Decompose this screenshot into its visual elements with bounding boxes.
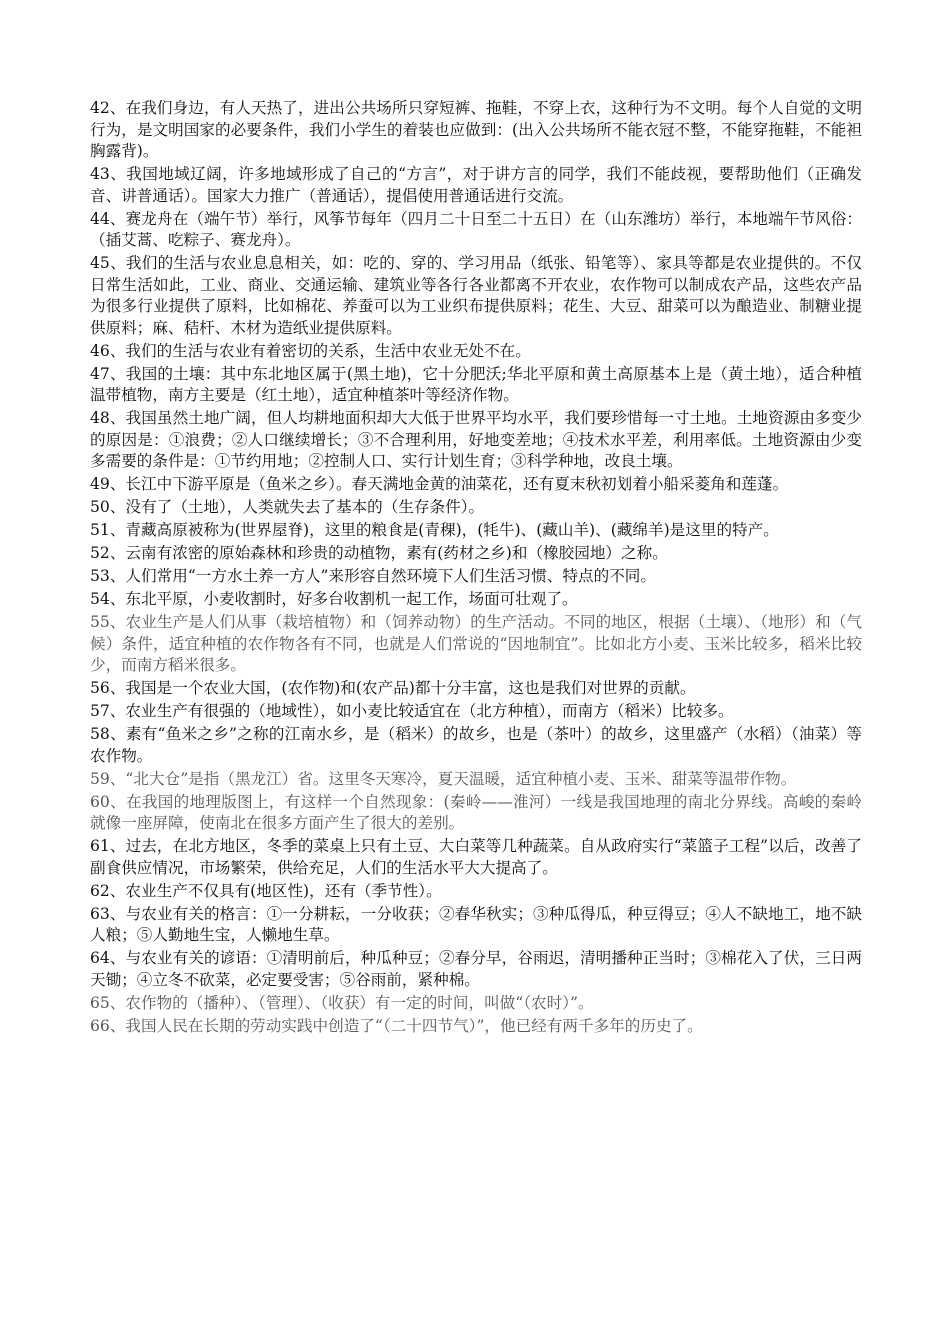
item-44: 44、赛龙舟在（端午节）举行，风筝节每年（四月二十日至二十五日）在（山东潍坊）举行，本地端午节风俗：（插艾蒿、吃粽子、赛龙舟）。 xyxy=(90,209,862,249)
item-64: 64、与农业有关的谚语：①清明前后，种瓜种豆；②春分早，谷雨迟，清明播种正当时；③棉花入了伏，三日两天锄；④立冬不砍菜，必定要受害；⑤谷雨前，紧种棉。 xyxy=(90,949,862,989)
item-43: 43、我国地域辽阔，许多地域形成了自己的“方言”，对于讲方言的同学，我们不能歧视，要帮助他们（正确发音、讲普通话）。国家大力推广（普通话），提倡使用普通话进行交流。 xyxy=(90,165,862,205)
item-61: 61、过去，在北方地区，冬季的菜桌上只有土豆、大白菜等几种蔬菜。自从政府实行“菜篮子工程”以后，改善了副食供应情况，市场繁荣，供给充足，人们的生活水平大大提高了。 xyxy=(90,837,862,877)
item-48: 48、我国虽然土地广阔，但人均耕地面积却大大低于世界平均水平，我们要珍惜每一寸土地。土地资源由多变少的原因是：①浪费；②人口继续增长；③不合理利用，好地变差地；④技术水平差，利用率低。土地资源由少变多需要的条件是：①节约用地；②控制人口、实行计划生育；③科学种地，改良土壤。 xyxy=(90,409,862,470)
item-49: 49、长江中下游平原是（鱼米之乡）。春天满地金黄的油菜花，还有夏末秋初划着小船采菱角和莲蓬。 xyxy=(90,475,789,493)
item-45: 45、我们的生活与农业息息相关，如：吃的、穿的、学习用品（纸张、铅笔等）、家具等都是农业提供的。不仅日常生活如此，工业、商业、交通运输、建筑业等各行各业都离不开农业，农作物可以制成农产品，这些农产品为很多行业提供了原料，比如棉花、养蚕可以为工业织布提供原料；花生、大豆、甜菜可以为酿造业、制糖业提供原料；麻、秸杆、木材为造纸业提供原料。 xyxy=(90,254,862,337)
item-47: 47、我国的土壤：其中东北地区属于(黑土地)，它十分肥沃;华北平原和黄土高原基本上是（黄土地），适合种植温带植物，南方主要是（红土地），适宜种植茶叶等经济作物。 xyxy=(90,364,862,404)
item-46: 46、我们的生活与农业有着密切的关系，生活中农业无处不在。 xyxy=(90,341,531,360)
item-58: 58、素有“鱼米之乡”之称的江南水乡，是（稻米）的故乡，也是（茶叶）的故乡，这里盛产（水稻）（油菜）等农作物。 xyxy=(90,725,862,765)
item-55: 55、农业生产是人们从事（栽培植物）和（饲养动物）的生产活动。不同的地区，根据（土壤）、（地形）和（气候）条件，适宜种植的农作物各有不同，也就是人们常说的“因地制宜”。比如北方小麦、玉米比较多，稻米比较少，而南方稻米很多。 xyxy=(90,613,862,674)
item-54: 54、东北平原，小麦收割时，好多台收割机一起工作，场面可壮观了。 xyxy=(90,590,578,608)
item-59: 59、“北大仓”是指（黑龙江）省。这里冬天寒冷，夏天温暖，适宜种植小麦、玉米、甜菜等温带作物。 xyxy=(90,769,797,788)
item-60: 60、在我国的地理版图上，有这样一个自然现象：(秦岭——淮河）一线是我国地理的南北分界线。高峻的秦岭就像一座屏障，使南北在很多方面产生了很大的差别。 xyxy=(90,792,862,832)
item-53: 53、人们常用“一方水土养一方人”来形容自然环境下人们生活习惯、特点的不同。 xyxy=(90,567,656,585)
item-42: 42、在我们身边，有人天热了，进出公共场所只穿短裤、拖鞋，不穿上衣，这种行为不文明。每个人自觉的文明行为，是文明国家的必要条件，我们小学生的着装也应做到：(出入公共场所不能衣冠不整，不能穿拖鞋，不能袒胸露背)。 xyxy=(90,99,862,160)
item-57: 57、农业生产有很强的（地域性），如小麦比较适宜在（北方种植），而南方（稻米）比较多。 xyxy=(90,702,734,720)
item-62: 62、农业生产不仅具有(地区性)，还有（季节性）。 xyxy=(90,881,442,900)
item-56: 56、我国是一个农业大国，(农作物)和(农产品)都十分丰富，这也是我们对世界的贡献。 xyxy=(90,679,696,697)
item-65: 65、农作物的（播种）、（管理）、（收获）有一定的时间，叫做“（农时）”。 xyxy=(90,993,594,1012)
document-page xyxy=(90,98,862,1039)
item-50: 50、没有了（土地），人类就失去了基本的（生存条件）。 xyxy=(90,498,485,516)
item-52: 52、云南有浓密的原始森林和珍贵的动植物，素有(药材之乡)和（橡胶园地）之称。 xyxy=(90,544,668,562)
item-63: 63、与农业有关的格言：①一分耕耘，一分收获；②春华秋实；③种瓜得瓜，种豆得豆；④人不缺地工，地不缺人粮；⑤人勤地生宝，人懒地生草。 xyxy=(90,904,862,944)
item-66: 66、我国人民在长期的劳动实践中创造了“（二十四节气）”，他已经有两千多年的历史了。 xyxy=(90,1016,703,1035)
item-51: 51、青藏高原被称为(世界屋脊)，这里的粮食是(青稞)，(牦牛)、(藏山羊)、(藏绵羊)是这里的特产。 xyxy=(90,521,779,539)
